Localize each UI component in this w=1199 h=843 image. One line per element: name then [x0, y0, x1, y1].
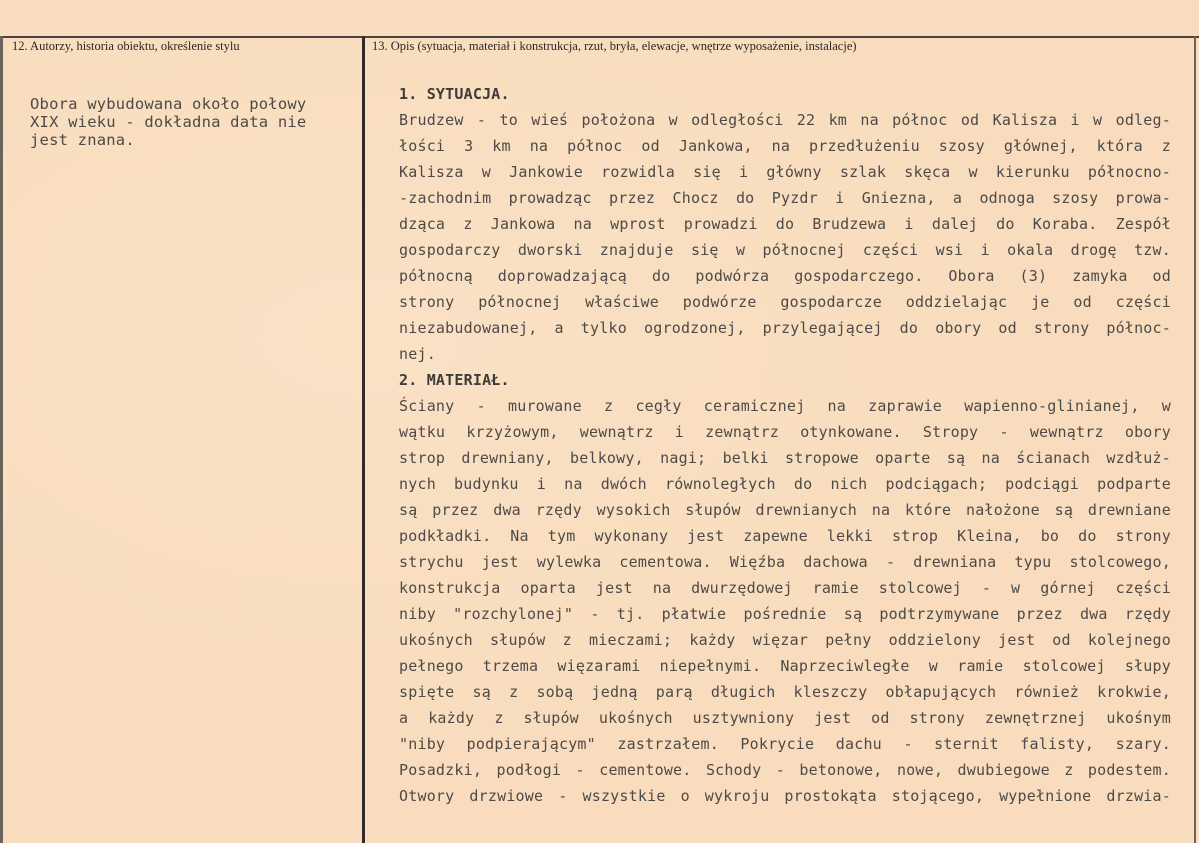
- text-line: strony północnej właściwe podwórze gospodarcze oddzielając je od części: [399, 293, 1171, 311]
- text-line: Brudzew - to wieś położona w odległości 22 km na północ od Kalisza i w odleg-: [399, 111, 1171, 129]
- text-line: łości 3 km na północ od Jankowa, na przedłużeniu szosy głównej, która z: [399, 137, 1171, 155]
- text-line: Ściany - murowane z cegły ceramicznej na zaprawie wapienno-glinianej, w: [399, 397, 1171, 415]
- column-divider: [362, 36, 365, 843]
- section-heading: 1. SYTUACJA.: [399, 85, 510, 103]
- form-top-rule: [0, 36, 1199, 38]
- text-line: gospodarczy dworski znajduje się w północnej części wsi i okala drogę tzw.: [399, 241, 1171, 259]
- text-line: północną doprowadzającą do podwórza gospodarczego. Obora (3) zamyka od: [399, 267, 1171, 285]
- text-line: jest znana.: [30, 131, 135, 149]
- text-line: niezabudowanej, a tylko ogrodzonej, przylegającej do obory od strony północ-: [399, 319, 1171, 337]
- text-line: dząca z Jankowa na wprost prowadzi do Brudzewa i dalej do Koraba. Zespół: [399, 215, 1171, 233]
- text-line: Otwory drzwiowe - wszystkie o wykroju prostokąta stojącego, wypełnione drzwia-: [399, 787, 1171, 805]
- text-line: strychu jest wylewka cementowa. Więźba dachowa - drewniana typu stolcowego,: [399, 553, 1171, 571]
- text-line: Kalisza w Jankowie rozwidla się i główny szlak skęca w kierunku północno-: [399, 163, 1171, 181]
- section-12-header: 12. Autorzy, historia obiektu, określenie stylu: [12, 39, 240, 53]
- text-line: konstrukcja oparta jest na dwurzędowej ramie stolcowej - w górnej części: [399, 579, 1171, 597]
- text-line: -zachodnim prowadząc przez Chocz do Pyzdr i Gniezna, a odnoga szosy prowa-: [399, 189, 1171, 207]
- text-line: niby "rozchylonej" - tj. płatwie pośrednie są podtrzymywane przez dwa rzędy: [399, 605, 1171, 623]
- text-line: spięte są z sobą jedną parą długich kleszczy obłapujących również krokwie,: [399, 683, 1171, 701]
- section-12-body: [30, 95, 350, 149]
- text-line: nej.: [399, 345, 436, 363]
- section-heading: 2. MATERIAŁ.: [399, 371, 510, 389]
- text-line: XIX wieku - dokładna data nie: [30, 113, 307, 131]
- section-13-header: 13. Opis (sytuacja, materiał i konstrukcja, rzut, bryła, elewacje, wnętrze wyposażenie, instalacje): [372, 39, 857, 53]
- text-line: Obora wybudowana około połowy: [30, 95, 307, 113]
- text-line: nych budynku i na dwóch równoległych do nich podciągach; podciągi podparte: [399, 475, 1171, 493]
- text-line: ukośnych słupów z mieczami; każdy więzar pełny oddzielony jest od kolejnego: [399, 631, 1171, 649]
- text-line: wątku krzyżowym, wewnątrz i zewnątrz otynkowane. Stropy - wewnątrz obory: [399, 423, 1171, 441]
- text-line: pełnego trzema więzarami niepełnymi. Naprzeciwległe w ramie stolcowej słupy: [399, 657, 1171, 675]
- text-line: są przez dwa rzędy wysokich słupów drewnianych na które nałożone są drewniane: [399, 501, 1171, 519]
- form-left-border: [0, 36, 3, 843]
- text-line: strop drewniany, belkowy, nagi; belki stropowe oparte są na ścianach wzdłuż-: [399, 449, 1171, 467]
- text-line: podkładki. Na tym wykonany jest zapewne lekki strop Kleina, bo do strony: [399, 527, 1171, 545]
- text-line: a każdy z słupów ukośnych usztywniony jest od strony zewnętrznej ukośnym: [399, 709, 1171, 727]
- text-line: Posadzki, podłogi - cementowe. Schody - betonowe, nowe, dwubiegowe z podestem.: [399, 761, 1171, 779]
- section-13-body: [399, 81, 1171, 809]
- form-right-border: [1194, 36, 1196, 843]
- text-line: "niby podpierającym" zastrzałem. Pokrycie dachu - sternit falisty, szary.: [399, 735, 1171, 753]
